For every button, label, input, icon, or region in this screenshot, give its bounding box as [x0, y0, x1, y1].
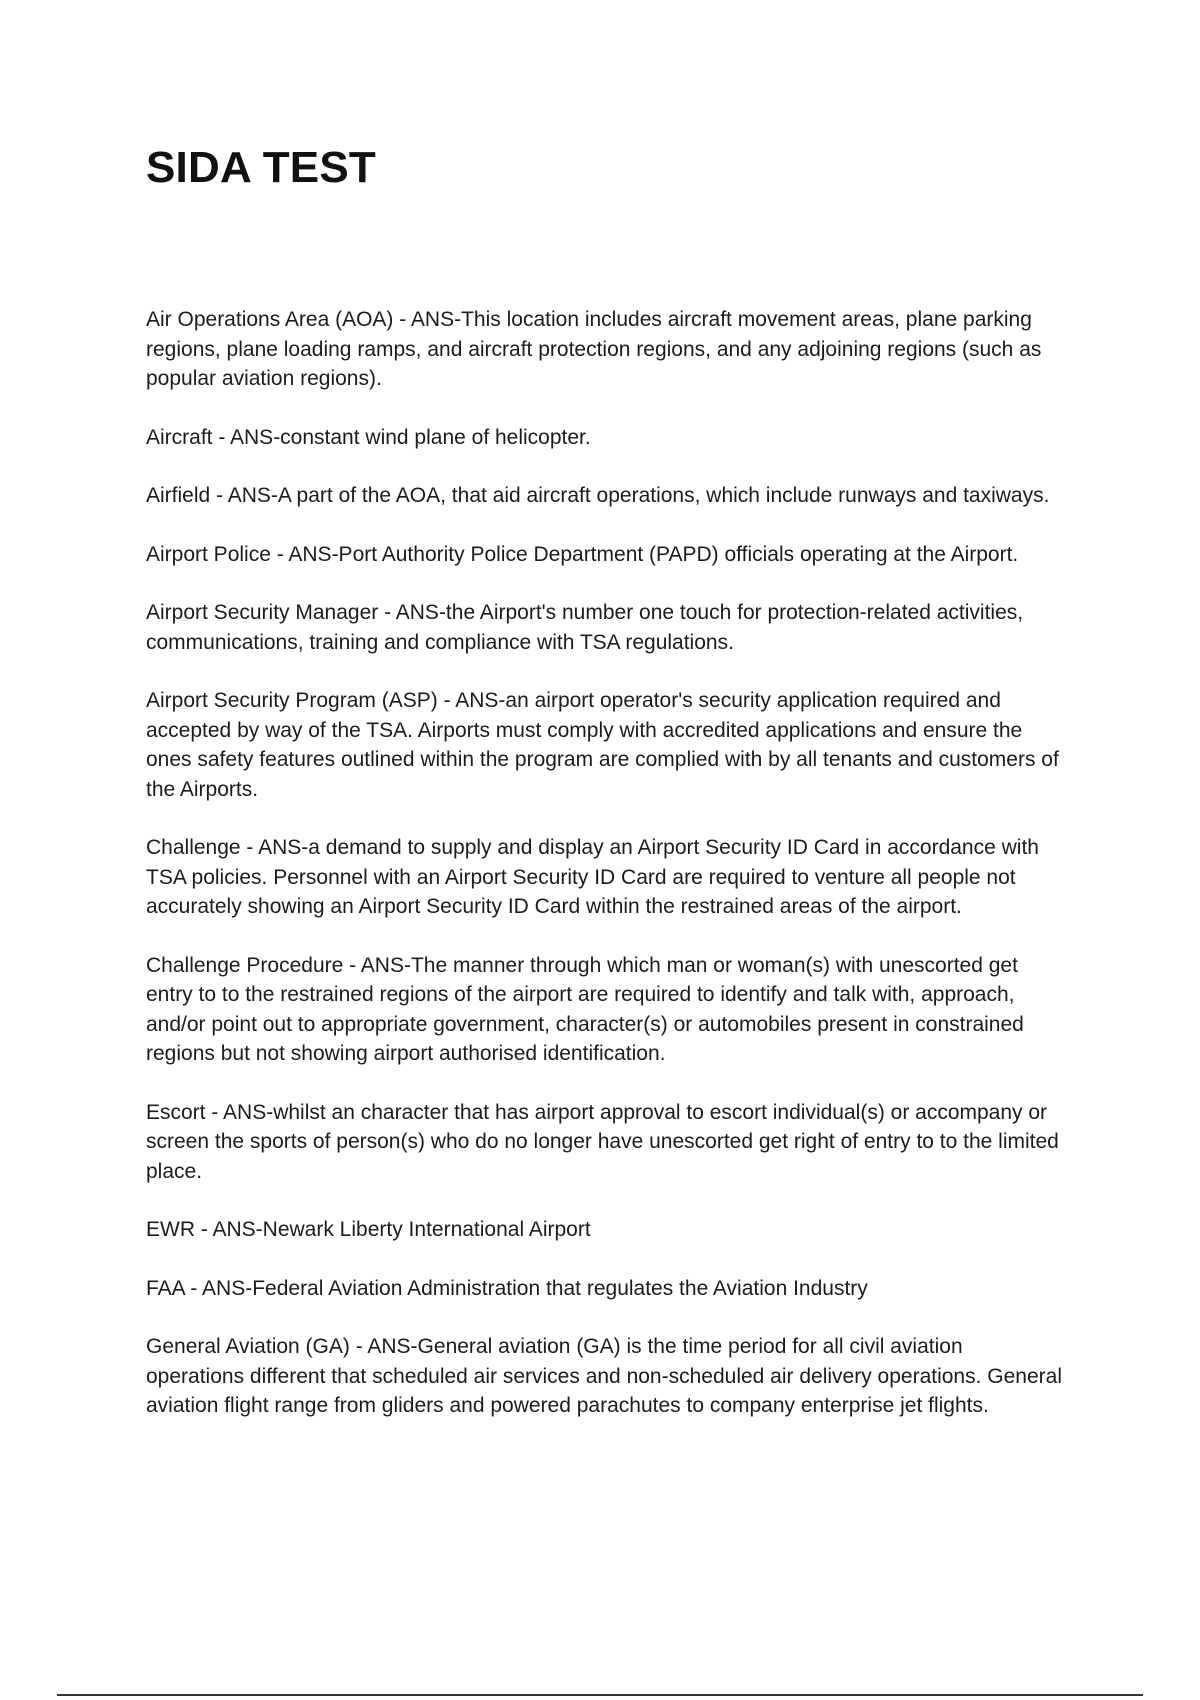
footer-divider: [57, 1694, 1143, 1696]
glossary-entry: Airport Security Manager - ANS-the Airport's number one touch for protection-related activities, communications, training and compliance with TSA regulations.: [146, 601, 1024, 654]
page-title: SIDA TEST: [146, 143, 376, 192]
glossary-entry: EWR - ANS-Newark Liberty International Airport: [146, 1218, 591, 1241]
glossary-entry: Airport Security Program (ASP) - ANS-an airport operator's security application required and accepted by way of the TSA. Airports must comply with accredited applications and ensure the ones safety features outlined within the program are complied with by all tenants and customers of the Airports.: [146, 689, 1059, 801]
glossary-entry: Airport Police - ANS-Port Authority Police Department (PAPD) officials operating at the Airport.: [146, 542, 1019, 566]
glossary-entry: Air Operations Area (AOA) - ANS-This location includes aircraft movement areas, plane parking regions, plane loading ramps, and aircraft protection regions, and any adjoining regions (such as popular aviation regions).: [146, 308, 1042, 390]
glossary-entry: Airfield - ANS-A part of the AOA, that aid aircraft operations, which include runways and taxiways.: [146, 484, 1050, 507]
glossary-entry: Challenge Procedure - ANS-The manner through which man or woman(s) with unescorted get entry to to the restrained regions of the airport are required to identify and talk with, approach, and/or point out to appropriate government, character(s) or automobiles present in constrained regions but not showing airport authorised identification.: [146, 953, 1024, 1065]
glossary-entry: FAA - ANS-Federal Aviation Administration that regulates the Aviation Industry: [146, 1276, 868, 1300]
glossary-entry: Escort - ANS-whilst an character that has airport approval to escort individual(s) or accompany or screen the sports of person(s) who do no longer have unescorted get right of entry to to the limited place.: [146, 1100, 1059, 1183]
glossary-list: [146, 305, 1066, 1450]
glossary-entry: Aircraft - ANS-constant wind plane of helicopter.: [146, 425, 591, 449]
glossary-entry: Challenge - ANS-a demand to supply and display an Airport Security ID Card in accordance with TSA policies. Personnel with an Airport Security ID Card are required to venture all people not accurately showing an Airport Security ID Card within the restrained areas of the airport.: [146, 836, 1039, 918]
glossary-entry: General Aviation (GA) - ANS-General aviation (GA) is the time period for all civil aviation operations different that scheduled air services and non-scheduled air delivery operations. General aviation flight range from gliders and powered parachutes to company enterprise jet flights.: [146, 1335, 1062, 1417]
